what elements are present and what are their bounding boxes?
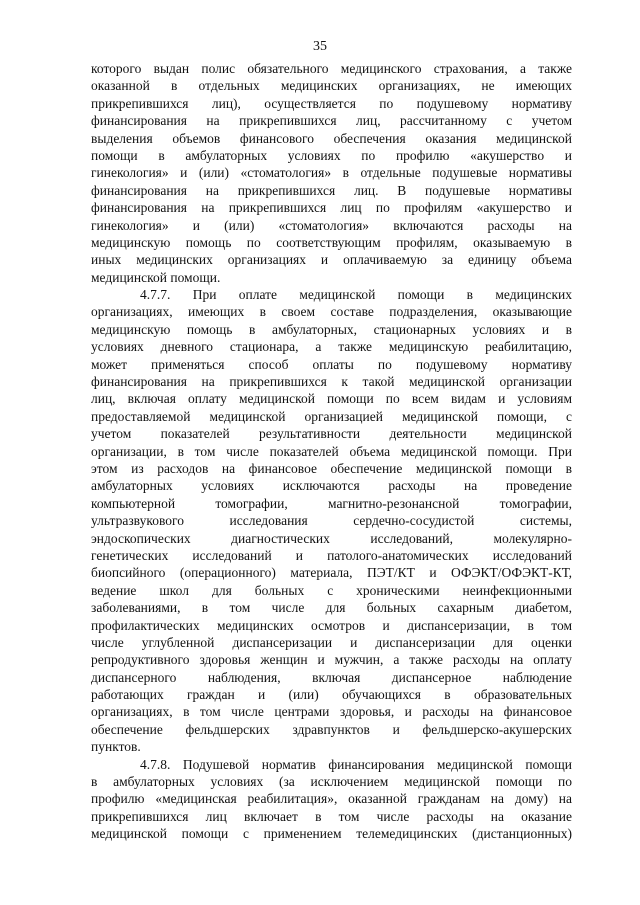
text-line: которого выдан полис обязательного медицинского страхования, а также — [91, 61, 572, 76]
text-line: учетом показателей результативности деятельности медицинской — [91, 426, 572, 442]
text-line: профилактических медицинских осмотров и диспансеризации, в том — [91, 617, 572, 633]
text-line: помощи в амбулаторных условиях по профилю «акушерство и — [91, 147, 572, 163]
text-line: прикрепившихся лиц включает в том числе расходы на оказание — [91, 808, 572, 824]
text-line: может применяться способ оплаты по подушевому нормативу — [91, 356, 572, 372]
text-line: компьютерной томографии, магнитно-резонансной томографии, — [91, 495, 572, 511]
text-line: ведение школ для больных с хроническими неинфекционными — [91, 582, 572, 598]
page-number: 35 — [313, 39, 327, 54]
text-line: ультразвукового исследования сердечно-сосудистой системы, — [91, 513, 572, 529]
text-line: медицинской помощи с применением телемедицинских (дистанционных) — [91, 826, 572, 842]
text-line: прикрепившихся лиц), осуществляется по подушевому нормативу — [91, 95, 572, 111]
text-line: гинекология» и (или) «стоматология» включаются расходы на — [91, 217, 572, 233]
text-line: оказанной в отдельных медицинских организациях, не имеющих — [91, 78, 572, 94]
text-line: медицинской помощи. — [91, 269, 221, 285]
text-line: медицинскую помощь по соответствующим профилям, оказываемую в — [91, 234, 572, 250]
text-line: эндоскопических диагностических исследований, молекулярно- — [91, 530, 572, 546]
text-line: генетических исследований и патолого-анатомических исследований — [91, 547, 572, 563]
text-line: лиц, включая оплату медицинской помощи по всем видам и условиям — [91, 391, 572, 407]
text-line: условиях дневного стационара, а также медицинскую реабилитацию, — [91, 339, 572, 355]
text-line: 4.7.8. Подушевой норматив финансирования медицинской помощи — [140, 756, 572, 772]
text-line: этом из расходов на финансовое обеспечение медицинской помощи в — [91, 460, 572, 476]
text-line: биопсийного (операционного) материала, ПЭТ/КТ и ОФЭКТ/ОФЭКТ-КТ, — [91, 565, 572, 581]
text-line: организациях, имеющих в своем составе подразделения, оказывающие — [91, 304, 572, 320]
text-line: финансирования на прикрепившихся к такой медицинской организации — [91, 374, 572, 390]
text-line: гинекология» и (или) «стоматология» в отдельные подушевые нормативы — [91, 165, 572, 181]
text-line: пунктов. — [91, 739, 141, 755]
text-line: работающих граждан и (или) обучающихся в образовательных — [91, 687, 572, 703]
text-line: организации, в том числе показателей объема медицинской помощи. При — [91, 443, 572, 459]
text-line: выделения объемов финансового обеспечения оказания медицинской — [91, 130, 572, 146]
text-line: диспансерного наблюдения, включая диспансерное наблюдение — [91, 669, 572, 685]
text-line: в амбулаторных условиях (за исключением медицинской помощи по — [91, 774, 572, 790]
text-line: организациях, в том числе центрами здоровья, и расходы на финансовое — [91, 704, 572, 720]
body-text — [91, 60, 572, 843]
text-line: репродуктивного здоровья женщин и мужчин, а также расходы на оплату — [91, 652, 572, 668]
text-line: заболеваниями, в том числе для больных сахарным диабетом, — [91, 600, 572, 616]
text-line: финансирования на прикрепившихся лиц. В подушевые нормативы — [91, 182, 572, 198]
text-line: медицинскую помощь в амбулаторных, стационарных условиях и в — [91, 321, 572, 337]
text-line: профилю «медицинская реабилитация», оказанной гражданам на дому) на — [91, 791, 572, 807]
text-line: предоставляемой медицинской организацией медицинской помощи, с — [91, 408, 572, 424]
text-line: числе углубленной диспансеризации и диспансеризации для оценки — [91, 634, 572, 650]
text-line: 4.7.7. При оплате медицинской помощи в медицинских — [140, 287, 572, 303]
text-line: иных медицинских организациях и оплачиваемую за единицу объема — [91, 252, 572, 268]
text-line: обеспечение фельдшерских здравпунктов и фельдшерско-акушерских — [91, 721, 572, 737]
text-line: амбулаторных условиях исключаются расходы на проведение — [91, 478, 572, 494]
text-line: финансирования на прикрепившихся лиц, рассчитанному с учетом — [91, 113, 572, 129]
text-line: финансирования на прикрепившихся лиц по профилям «акушерство и — [91, 200, 572, 216]
